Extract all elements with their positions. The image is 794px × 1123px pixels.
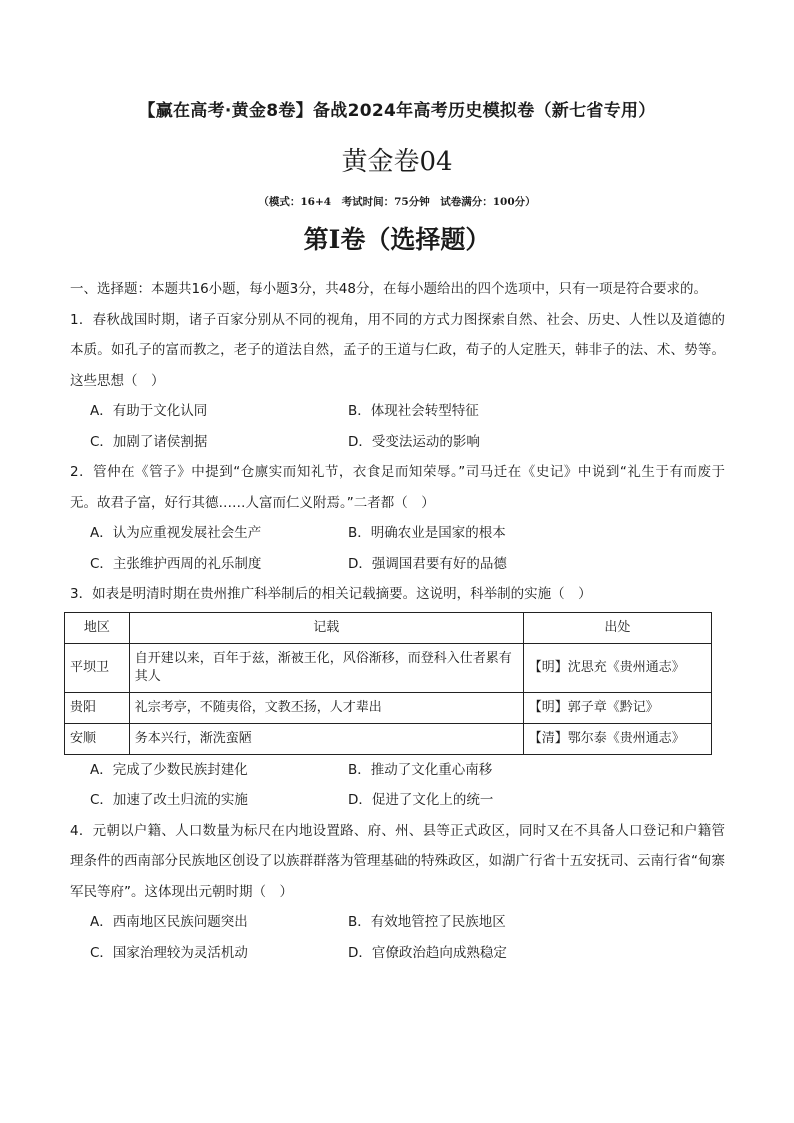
table-row bbox=[65, 723, 712, 754]
question-2-stem: 2．管仲在《管子》中提到“仓廪实而知礼节，衣食足而知荣辱。”司马迁在《史记》中说到“礼生于有而废于无。故君子富，好行其德……人富而仁义附焉。”二者都（ ） bbox=[70, 464, 725, 511]
option-d: D．受变法运动的影响 bbox=[348, 433, 480, 450]
records-table bbox=[64, 612, 712, 755]
instructions: 一、选择题：本题共16小题，每小题3分，共48分，在每小题给出的四个选项中，只有一项是符合要求的。 bbox=[70, 281, 707, 297]
table-cell: 安顺 bbox=[65, 723, 130, 754]
option-a: A．有助于文化认同 bbox=[90, 403, 208, 419]
option-c: C．主张维护西周的礼乐制度 bbox=[90, 555, 262, 572]
question-2-options bbox=[70, 518, 725, 579]
series-title: 【赢在高考·黄金8卷】备战2024年高考历史模拟卷（新七省专用） bbox=[138, 101, 656, 121]
paper-title: 黄金卷04 bbox=[341, 147, 453, 177]
table-row bbox=[65, 643, 712, 692]
table-cell: 务本兴行，渐洗蛮陋 bbox=[129, 723, 523, 754]
table-header: 记载 bbox=[129, 612, 523, 643]
option-a: A．西南地区民族问题突出 bbox=[90, 914, 248, 930]
table-cell: 平坝卫 bbox=[65, 643, 130, 692]
table-header: 出处 bbox=[523, 612, 711, 643]
option-b: B．体现社会转型特征 bbox=[348, 403, 479, 419]
option-b: B．推动了文化重心南移 bbox=[348, 761, 493, 778]
option-a: A．认为应重视发展社会生产 bbox=[90, 525, 262, 541]
table-cell: 礼宗考亭，不随夷俗，文教丕扬，人才辈出 bbox=[129, 692, 523, 723]
table-cell: 贵阳 bbox=[65, 692, 130, 723]
question-4-options bbox=[70, 907, 725, 968]
option-d: D．促进了文化上的统一 bbox=[348, 792, 494, 808]
table-header-row bbox=[65, 612, 712, 643]
option-c: C．国家治理较为灵活机动 bbox=[90, 944, 248, 961]
option-c: C．加剧了诸侯割据 bbox=[90, 433, 208, 450]
option-a: A．完成了少数民族封建化 bbox=[90, 761, 248, 778]
option-b: B．明确农业是国家的根本 bbox=[348, 525, 506, 541]
table-cell: 【清】鄂尔泰《贵州通志》 bbox=[523, 723, 711, 754]
question-4-stem: 4．元朝以户籍、人口数量为标尺在内地设置路、府、州、县等正式政区，同时又在不具备人口登记和户籍管理条件的西南部分民族地区创设了以族群群落为管理基础的特殊政区，如湖广行省十五安抚司、云南行省“甸寨军民等府”。这体现出元朝时期（ ） bbox=[70, 822, 725, 900]
table-cell: 自开建以来，百年于兹，渐被王化，风俗渐移，而登科入仕者累有其人 bbox=[129, 643, 523, 692]
table-cell: 【明】沈思充《贵州通志》 bbox=[523, 643, 711, 692]
table-header: 地区 bbox=[65, 612, 130, 643]
content bbox=[70, 274, 725, 968]
question-1-stem: 1．春秋战国时期，诸子百家分别从不同的视角，用不同的方式力图探索自然、社会、历史、人性以及道德的本质。如孔子的富而教之，老子的道法自然，孟子的王道与仁政，荀子的人定胜天，韩非子的法、术、势等。这些思想（ ） bbox=[70, 311, 725, 389]
table-row bbox=[65, 692, 712, 723]
option-c: C．加速了改土归流的实施 bbox=[90, 792, 248, 808]
option-d: D．官僚政治趋向成熟稳定 bbox=[348, 944, 507, 961]
exam-meta: （模式：16+4 考试时间：75分钟 试卷满分：100分） bbox=[258, 196, 536, 208]
table-cell: 【明】郭子章《黔记》 bbox=[523, 692, 711, 723]
section-title: 第I卷（选择题） bbox=[303, 225, 491, 254]
question-3-options bbox=[70, 755, 725, 816]
question-1-options bbox=[70, 396, 725, 457]
option-d: D．强调国君要有好的品德 bbox=[348, 555, 507, 572]
option-b: B．有效地管控了民族地区 bbox=[348, 914, 506, 930]
question-3-stem: 3．如表是明清时期在贵州推广科举制后的相关记载摘要。这说明，科举制的实施（ ） bbox=[70, 586, 592, 602]
